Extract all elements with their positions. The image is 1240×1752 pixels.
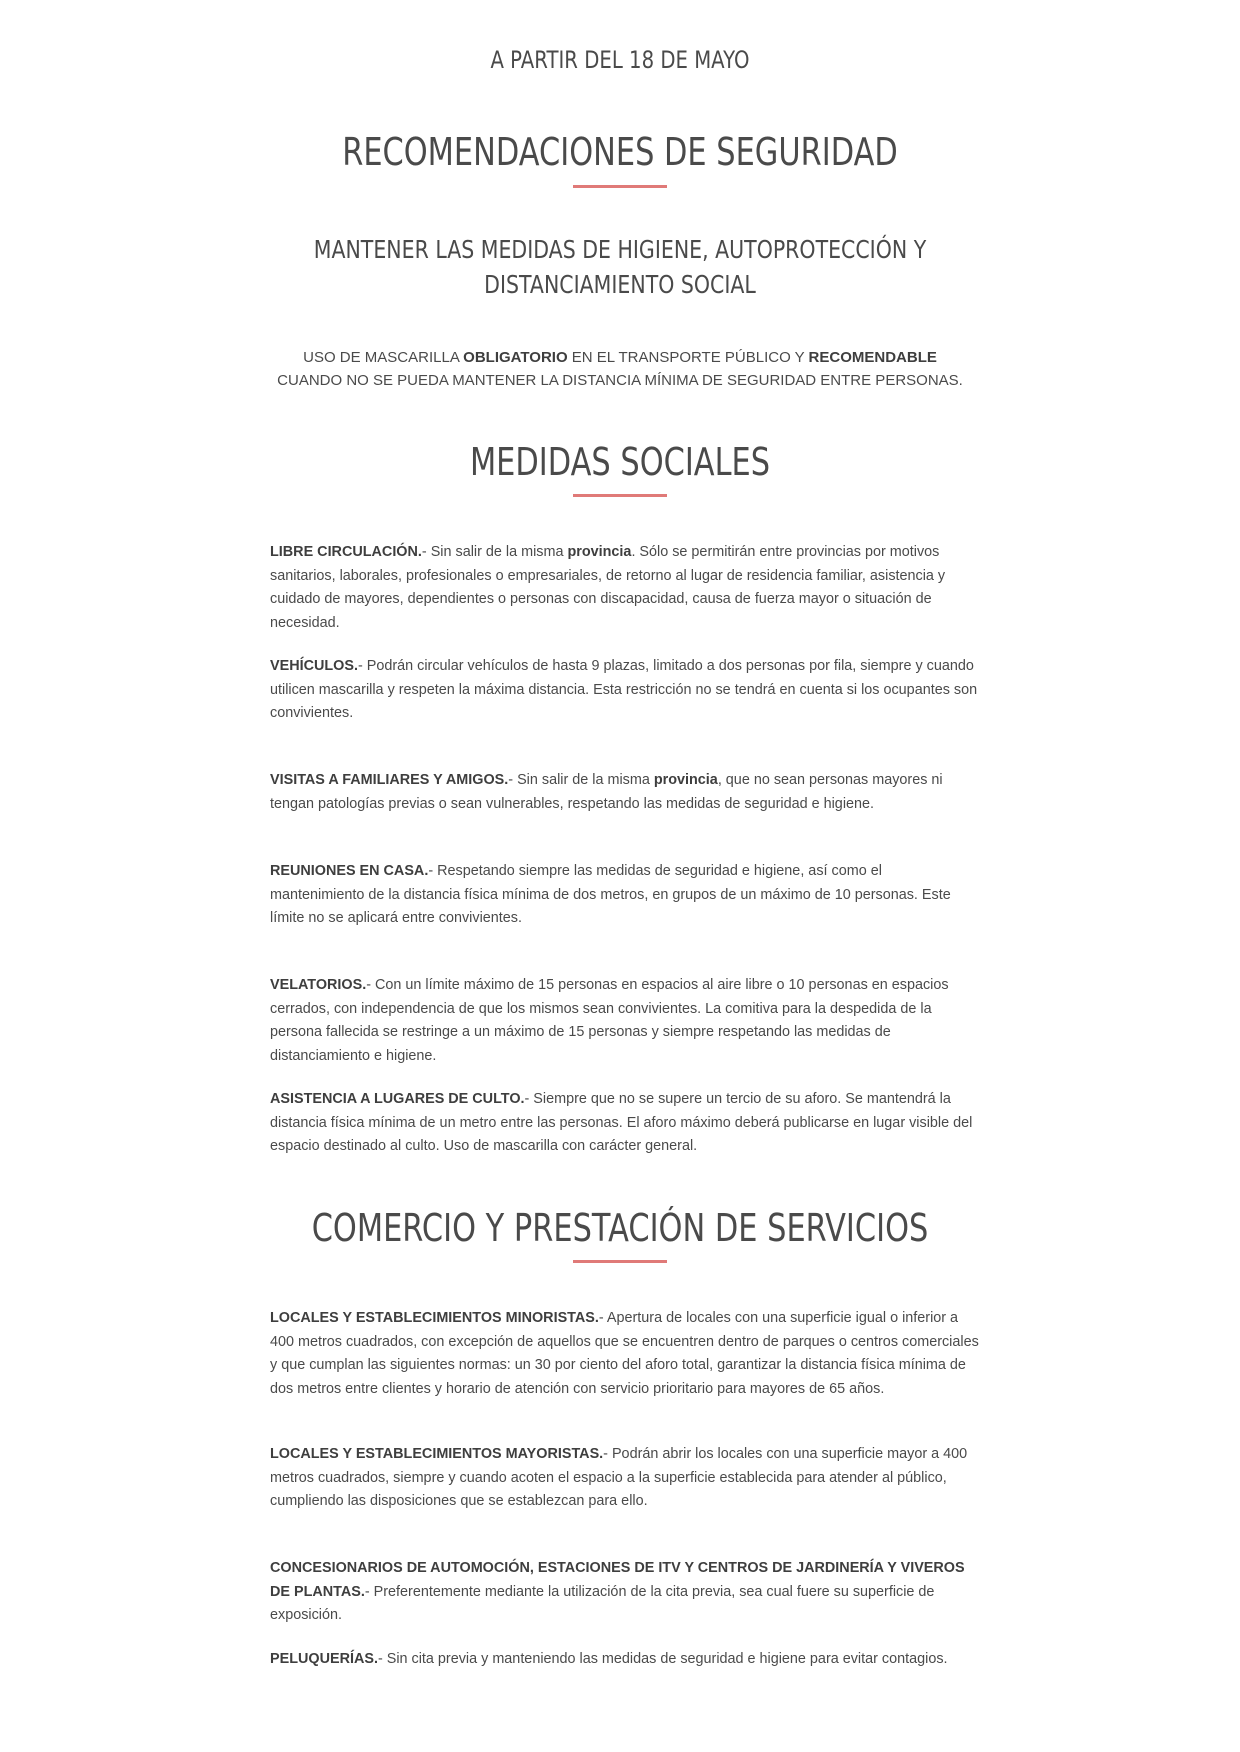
paragraph-label: VEHÍCULOS. [270,658,358,674]
paragraph-label: LIBRE CIRCULACIÓN. [270,544,422,560]
heading-comercio: COMERCIO Y PRESTACIÓN DE SERVICIOS [311,1206,929,1250]
paragraph-label: REUNIONES EN CASA. [270,863,429,879]
heading-underline [573,494,667,497]
paragraph-reuniones [270,860,980,931]
paragraph-text: . Sólo se permitirán entre provincias por motivos sanitarios, laborales, profesionales o empresariales, de retorno al lugar de residencia familiar, asistencia y cuidado de mayores, dependientes o personas con discapacidad, causa de fuerza mayor o situación de necesidad. [270,544,946,631]
paragraph-concesionarios [270,1557,980,1628]
paragraph-text: - Respetando siempre las medidas de seguridad e higiene, así como el mantenimiento de la distancia física mínima de dos metros, en grupos de un máximo de 10 personas. Este límite no se aplicará entre convivientes. [270,863,951,927]
paragraph-culto [270,1088,980,1159]
subheading-line-1: MANTENER LAS MEDIDAS DE HIGIENE, AUTOPROTECCIÓN Y [313,235,927,264]
paragraph-peluquerias [270,1648,980,1672]
paragraph-text: - Podrán abrir los locales con una superficie mayor a 400 metros cuadrados, siempre y cuando acoten el espacio a la superficie establecida para atender al público, cumpliendo las disposiciones que se establezcan para ello. [270,1446,968,1510]
heading-recomendaciones: RECOMENDACIONES DE SEGURIDAD [342,130,898,174]
heading-medidas-sociales: MEDIDAS SOCIALES [469,440,771,484]
mask-bold-recomendable: RECOMENDABLE [808,349,937,366]
paragraph-label: VISITAS A FAMILIARES Y AMIGOS. [270,772,509,788]
paragraph-label: VELATORIOS. [270,977,367,993]
paragraph-text: - Con un límite máximo de 15 personas en espacios al aire libre o 10 personas en espacios cerrados, con independencia de que los mismos sean convivientes. La comitiva para la despedida de la persona fallecida se restringe a un máximo de 15 personas y siempre respetando las medidas de distanciamiento e higiene. [270,977,949,1064]
paragraph-bold: provincia [567,544,632,560]
subheading-line-2: DISTANCIAMIENTO SOCIAL [484,270,756,299]
paragraph-label: PELUQUERÍAS. [270,1651,378,1667]
paragraph-label: ASISTENCIA A LUGARES DE CULTO. [270,1091,525,1107]
mask-text-3: CUANDO NO SE PUEDA MANTENER LA DISTANCIA MÍNIMA DE SEGURIDAD ENTRE PERSONAS. [277,372,963,389]
paragraph-text: - Sin salir de la misma [421,544,568,560]
paragraph-mayoristas [270,1443,980,1514]
paragraph-vehiculos [270,655,980,726]
mask-text-1: USO DE MASCARILLA [303,349,464,366]
paragraph-minoristas [270,1307,980,1401]
paragraph-label: CONCESIONARIOS DE AUTOMOCIÓN, ESTACIONES DE ITV Y CENTROS DE JARDINERÍA Y VIVEROS DE PLANTAS. [270,1560,965,1600]
heading-underline [573,1260,667,1263]
heading-underline [573,185,667,188]
paragraph-text: - Preferentemente mediante la utilización de la cita previa, sea cual fuere su superficie de exposición. [270,1583,935,1624]
paragraph-text: - Sin cita previa y manteniendo las medidas de seguridad e higiene para evitar contagios. [377,1651,948,1667]
paragraph-text: - Apertura de locales con una superficie igual o inferior a 400 metros cuadrados, con excepción de aquellos que se encuentren dentro de parques o centros comerciales y que cumplan las siguientes normas: un 30 por ciento del aforo total, garantizar la distancia física mínima de dos metros entre clientes y horario de atención con servicio prioritario para mayores de 65 años. [270,1310,979,1397]
paragraph-label: LOCALES Y ESTABLECIMIENTOS MINORISTAS. [270,1310,599,1326]
subheading-higiene [112,232,1129,302]
paragraph-text: - Podrán circular vehículos de hasta 9 plazas, limitado a dos personas por fila, siempre y cuando utilicen mascarilla y respeten la máxima distancia. Esta restricción no se tendrá en cuenta si los ocupantes son convivientes. [270,658,978,722]
date-kicker: A PARTIR DEL 18 DE MAYO [490,46,750,74]
mask-recommendation [270,346,970,392]
paragraph-text: , que no sean personas mayores ni tengan patologías previas o sean vulnerables, respetando las medidas de seguridad e higiene. [270,772,943,812]
paragraph-libre-circulacion [270,541,980,635]
paragraph-label: LOCALES Y ESTABLECIMIENTOS MAYORISTAS. [270,1446,604,1462]
mask-bold-obligatorio: OBLIGATORIO [463,349,568,366]
paragraph-bold: provincia [653,772,718,788]
paragraph-text: - Siempre que no se supere un tercio de su aforo. Se mantendrá la distancia física mínima de un metro entre las personas. El aforo máximo deberá publicarse en lugar visible del espacio destinado al culto. Uso de mascarilla con carácter general. [270,1091,973,1155]
paragraph-velatorios [270,974,980,1068]
paragraph-visitas [270,769,980,816]
paragraph-text: - Sin salir de la misma [508,772,654,788]
mask-text-2: EN EL TRANSPORTE PÚBLICO Y [567,349,809,366]
